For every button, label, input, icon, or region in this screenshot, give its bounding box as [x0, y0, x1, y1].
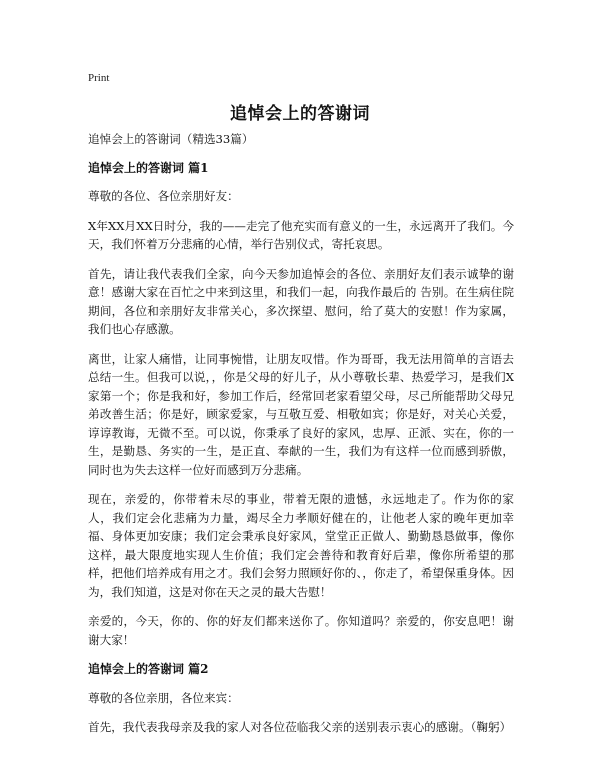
document-title: 追悼会上的答谢词 [230, 104, 370, 124]
paragraph: 尊敬的各位、各位亲朋好友： [88, 189, 239, 203]
paragraph: 首先，请让我代表我们全家，向今天参加追悼会的各位、亲朋好友们表示诚挚的谢意！感谢大家在百忙之中来到这里，和我们一起，向我作最后的 告别。在生病住院期间，各位和亲朋好友非常关心，多次探望、慰问，给了莫大的安慰！作为家属，我们也心存感激。 [88, 266, 514, 336]
paragraph: 现在，亲爱的，你带着未尽的事业，带着无限的遗憾，永远地走了。作为你的家人，我们定会化悲痛为力量，竭尽全力孝顺好健在的，让他老人家的晚年更加幸福、身体更加安康；我们定会秉承良好家风，堂堂正正做人、勤勤恳恳做事，像你这样，最大限度地实现人生价值；我们定会善待和教育好后辈，像你所希望的那样，把他们培养成有用之才。我们会努力照顾好你的、，你走了，希望保重身体。因为，我们知道，这是对你在天之灵的最大告慰！ [88, 492, 514, 599]
print-label[interactable]: Print [88, 72, 110, 84]
document-body [88, 130, 514, 748]
document-subtitle: 追悼会上的答谢词（精选33篇） [88, 132, 254, 146]
paragraph: 离世，让家人痛惜，让同事惋惜，让朋友叹惜。作为哥哥，我无法用简单的言语去总结一生。但我可以说，，你是父母的好儿子，从小尊敬长辈、热爱学习，是我们X家第一个；你是我和好，参加工作后，经常回老家看望父母，尽己所能帮助父母兄弟改善生活；你是好，顾家爱家，与互敬互爱、相敬如宾；你是好，对关心关爱，谆谆教诲，无微不至。可以说，你秉承了良好的家风，忠厚、正派、实在，你的一生，是勤恳、务实的一生，是正直、奉献的一生，我们为有这样一位而感到骄傲，同时也为失去这样一位好而感到万分悲痛。 [88, 351, 514, 477]
paragraph: 亲爱的，今天，你的、你的好友们都来送你了。你知道吗？亲爱的，你安息吧！谢谢大家！ [88, 614, 514, 647]
section-heading: 追悼会上的答谢词 篇2 [88, 662, 209, 676]
section-heading: 追悼会上的答谢词 篇1 [88, 160, 209, 175]
paragraph: X年XX月XX日时分，我的——走完了他充实而有意义的一生，永远离开了我们。今天，我们怀着万分悲痛的心情，举行告别仪式，寄托哀思。 [88, 218, 514, 251]
paragraph: 首先，我代表我母亲及我的家人对各位莅临我父亲的送别表示衷心的感谢。（鞠躬） [88, 720, 512, 734]
paragraph: 尊敬的各位亲朋，各位来宾： [88, 690, 239, 705]
